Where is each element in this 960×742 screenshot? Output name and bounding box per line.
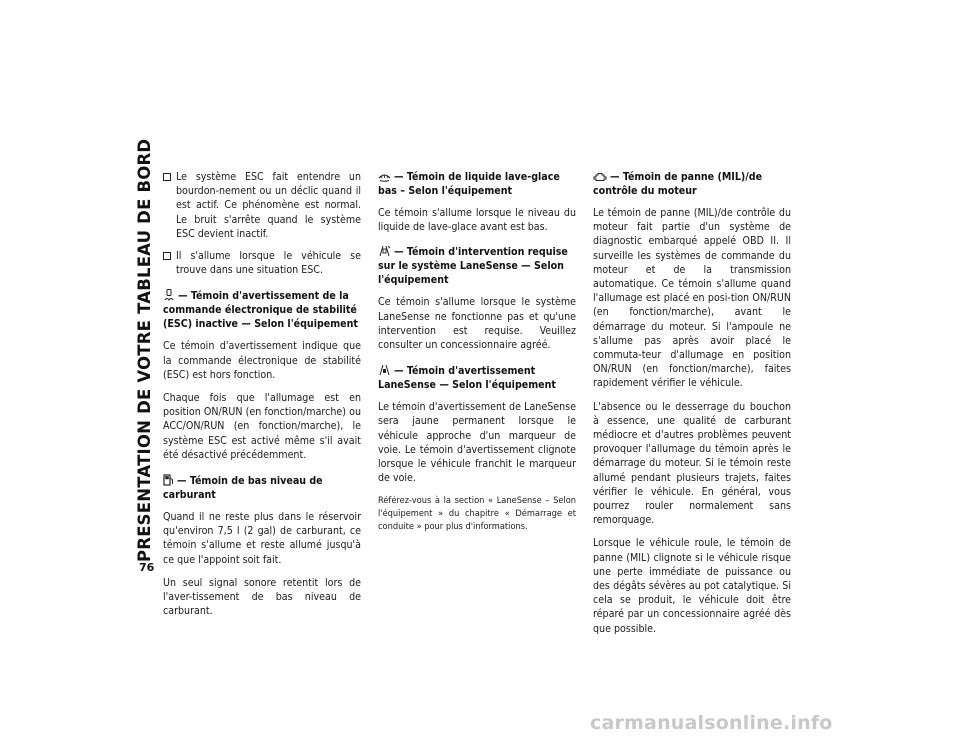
check-engine-icon — [593, 172, 607, 182]
fuel-pump-icon — [163, 474, 174, 486]
square-bullet-icon — [163, 252, 171, 260]
lanesense-service-icon — [378, 245, 391, 257]
lanesense-warning-heading: — Témoin d'avertissement LaneSense — Selon l'équipement — [378, 365, 556, 392]
paragraph: Lorsque le véhicule roule, le témoin de panne (MIL) clignote si le véhicule risque une perte immédiate de puissance ou des dégâts sévères au pot catalytique. Si cela se produit, le véhicule doit être réparé par un concessionnaire agréé dès que possible. — [593, 537, 791, 635]
paragraph: Un seul signal sonore retentit lors de l'aver-tissement de bas niveau de carburant. — [163, 576, 361, 618]
esc-off-icon — [163, 289, 175, 301]
lanesense-warning-icon — [378, 364, 391, 376]
paragraph: Le témoin de panne (MIL)/de contrôle du moteur fait partie d'un système de diagnostic embarqué appelé OBD II. Il surveille les systèmes de commande du moteur et de la transmission automatique. Ce témoin s'allume quand l'allumage est placé en posi-tion ON/RUN (en fonction/marche), avant le démarrage du moteur. Si l'ampoule ne s'allume pas après avoir placé le commuta-teur d'allumage en position ON/RUN (en fonction/marche), faites rapidement vérifier le véhicule. — [593, 207, 791, 390]
paragraph: Ce témoin s'allume lorsque le système LaneSense ne fonctionne pas et qu'une intervention est requise. Veuillez consulter un concessionnaire agréé. — [378, 296, 576, 352]
washer-fluid-heading: — Témoin de liquide lave-glace bas – Selon l'équipement — [378, 171, 560, 197]
column-2 — [378, 170, 576, 542]
column-1 — [163, 170, 361, 627]
paragraph: Chaque fois que l'allumage est en position ON/RUN (en fonction/marche) ou ACC/ON/RUN (en fonction/marche), le système ESC est activé même s'il avait été désactivé précédemment. — [163, 392, 361, 461]
washer-fluid-icon — [378, 171, 391, 182]
paragraph: Le témoin d'avertissement de LaneSense sera jaune permanent lorsque le véhicule approche d'un marqueur de voie. Le témoin d'avertissement clignote lorsque le véhicule franchit le marqueur de voie. — [378, 401, 576, 485]
square-bullet-icon — [163, 173, 171, 181]
paragraph: Ce témoin s'allume lorsque le niveau du liquide de lave-glace avant est bas. — [378, 207, 576, 234]
chapter-title: PRESENTATION DE VOTRE TABLEAU DE BORD — [135, 138, 154, 562]
paragraph: Quand il ne reste plus dans le réservoir qu'environ 7,5 l (2 gal) de carburant, ce témoin s'allume et reste allumé jusqu'à ce que l'appoint soit fait. — [163, 511, 361, 566]
bullet-item: Il s'allume lorsque le véhicule se trouve dans une situation ESC. — [163, 249, 361, 277]
low-fuel-heading: — Témoin de bas niveau de carburant — [163, 475, 323, 502]
paragraph: L'absence ou le desserrage du bouchon à essence, une qualité de carburant médiocre et d'autres problèmes peuvent provoquer l'allumage du témoin après le démarrage du moteur. Si le témoin reste allumé pendant plusieurs trajets, faites vérifier le véhicule. En général, vous pourrez rouler normalement sans remorquage. — [593, 400, 791, 527]
watermark-text: carmanualsonline.info — [590, 712, 833, 734]
page-number: 76 — [139, 561, 155, 574]
paragraph: Ce témoin d'avertissement indique que la commande électronique de stabilité (ESC) est hors fonction. — [163, 340, 361, 381]
esc-off-heading: — Témoin d'avertissement de la commande électronique de stabilité (ESC) inactive — Selon l'équipement — [163, 290, 358, 331]
column-3 — [593, 170, 791, 645]
lanesense-service-heading: — Témoin d'intervention requise sur le système LaneSense — Selon l'équipement — [378, 246, 568, 287]
reference-note: Référez-vous à la section « LaneSense – Selon l'équipement » du chapitre « Démarrage et conduite » pour plus d'informations. — [378, 495, 576, 533]
bullet-item: Le système ESC fait entendre un bourdon-nement ou un déclic quand il est actif. Ce phénomène est normal. Le bruit s'arrête quand le système ESC devient inactif. — [163, 170, 361, 241]
mil-heading: — Témoin de panne (MIL)/de contrôle du moteur — [593, 171, 763, 197]
